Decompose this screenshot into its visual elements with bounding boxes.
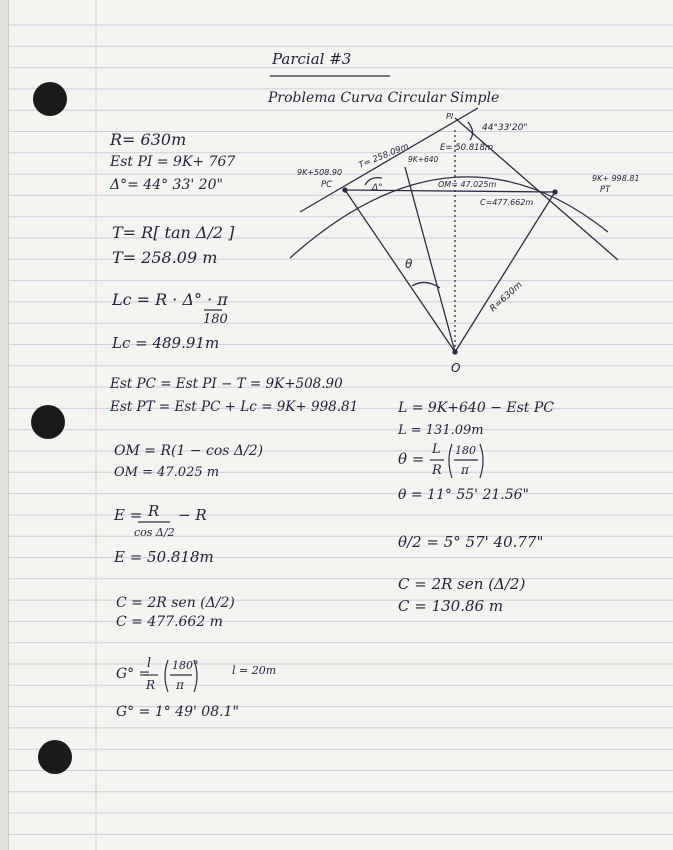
arc-length-formula: Lc = R · Δ° · π	[112, 290, 228, 309]
g-frac-R: R	[146, 678, 156, 692]
station-pc: Est PC = Est PI − T = 9K+508.90	[110, 376, 343, 392]
L-value: L = 131.09m	[398, 423, 484, 438]
pi-label: PI	[446, 112, 454, 121]
tangent-result: T= 258.09 m	[112, 248, 218, 267]
pt-label: PT	[600, 185, 611, 195]
binder-hole-top	[33, 82, 67, 116]
chord-short-value: C = 130.86 m	[398, 597, 504, 615]
theta-label: θ	[405, 257, 413, 271]
external-formula-rhs: − R	[178, 506, 207, 524]
external-formula-num: R	[148, 502, 160, 520]
om-formula: OM = R(1 − cos Δ/2)	[114, 443, 264, 459]
external-label: E= 50.818m	[440, 143, 494, 153]
arc-length-result: Lc = 489.91m	[112, 334, 220, 352]
pt-point	[553, 190, 557, 194]
station-pt: Est PT = Est PC + Lc = 9K+ 998.81	[110, 399, 359, 415]
g-result: G° = 1° 49' 08.1"	[116, 704, 239, 720]
chord-label: C=477.662m	[480, 198, 534, 207]
delta-label: Δ°	[372, 183, 383, 193]
theta-formula-lhs: θ =	[398, 450, 425, 468]
pc-station-label: 9K+508.90	[297, 168, 343, 177]
external-formula-lhs: E =	[114, 506, 143, 524]
chord-result: C = 477.662 m	[116, 614, 223, 630]
om-label: OM= 47.025m	[438, 180, 497, 189]
tangent-label: T= 258.09m	[357, 141, 411, 171]
L-definition: L = 9K+640 − Est PC	[398, 400, 554, 416]
theta-frac-180: 180	[455, 444, 476, 457]
external-result: E = 50.818m	[114, 548, 214, 566]
binder-hole-bottom	[38, 740, 72, 774]
binder-hole-middle	[31, 405, 65, 439]
g-frac-l: l	[147, 656, 152, 671]
theta-frac-pi: π	[461, 463, 469, 477]
given-radius: R= 630m	[110, 130, 187, 149]
g-formula-lhs: G° =	[116, 666, 151, 682]
pt-station-label: 9K+ 998.81	[592, 174, 640, 183]
delta-ext-label: 44°33'20"	[482, 123, 528, 133]
center-point	[453, 350, 457, 354]
external-formula-den: cos Δ/2	[134, 526, 175, 539]
g-frac-180: 180°	[172, 659, 199, 672]
tangent-formula: T= R[ tan Δ/2 ]	[112, 223, 235, 242]
page-subtitle: Problema Curva Circular Simple	[268, 90, 500, 106]
g-frac-pi: π	[176, 678, 184, 692]
theta-half-value: θ/2 = 5° 57' 40.77"	[398, 533, 544, 551]
given-delta: Δ°= 44° 33' 20"	[110, 177, 223, 193]
g-length-note: l = 20m	[232, 664, 277, 677]
pc-point	[343, 188, 347, 192]
given-station-pi: Est PI = 9K+ 767	[110, 154, 236, 170]
theta-frac-R: R	[432, 463, 442, 478]
chord-short-formula: C = 2R sen (Δ/2)	[398, 575, 526, 593]
chord-formula: C = 2R sen (Δ/2)	[116, 595, 235, 611]
page-title: Parcial #3	[272, 50, 352, 68]
om-result: OM = 47.025 m	[114, 465, 220, 480]
theta-frac-L: L	[432, 442, 441, 457]
station-640-label: 9K+640	[408, 155, 439, 164]
center-label: O	[451, 361, 461, 375]
pc-label: PC	[321, 180, 333, 190]
theta-value: θ = 11° 55' 21.56"	[398, 487, 529, 503]
arc-length-denominator: 180	[203, 312, 228, 327]
radius-label: R=630m	[488, 280, 525, 315]
paper-edge	[0, 0, 9, 850]
